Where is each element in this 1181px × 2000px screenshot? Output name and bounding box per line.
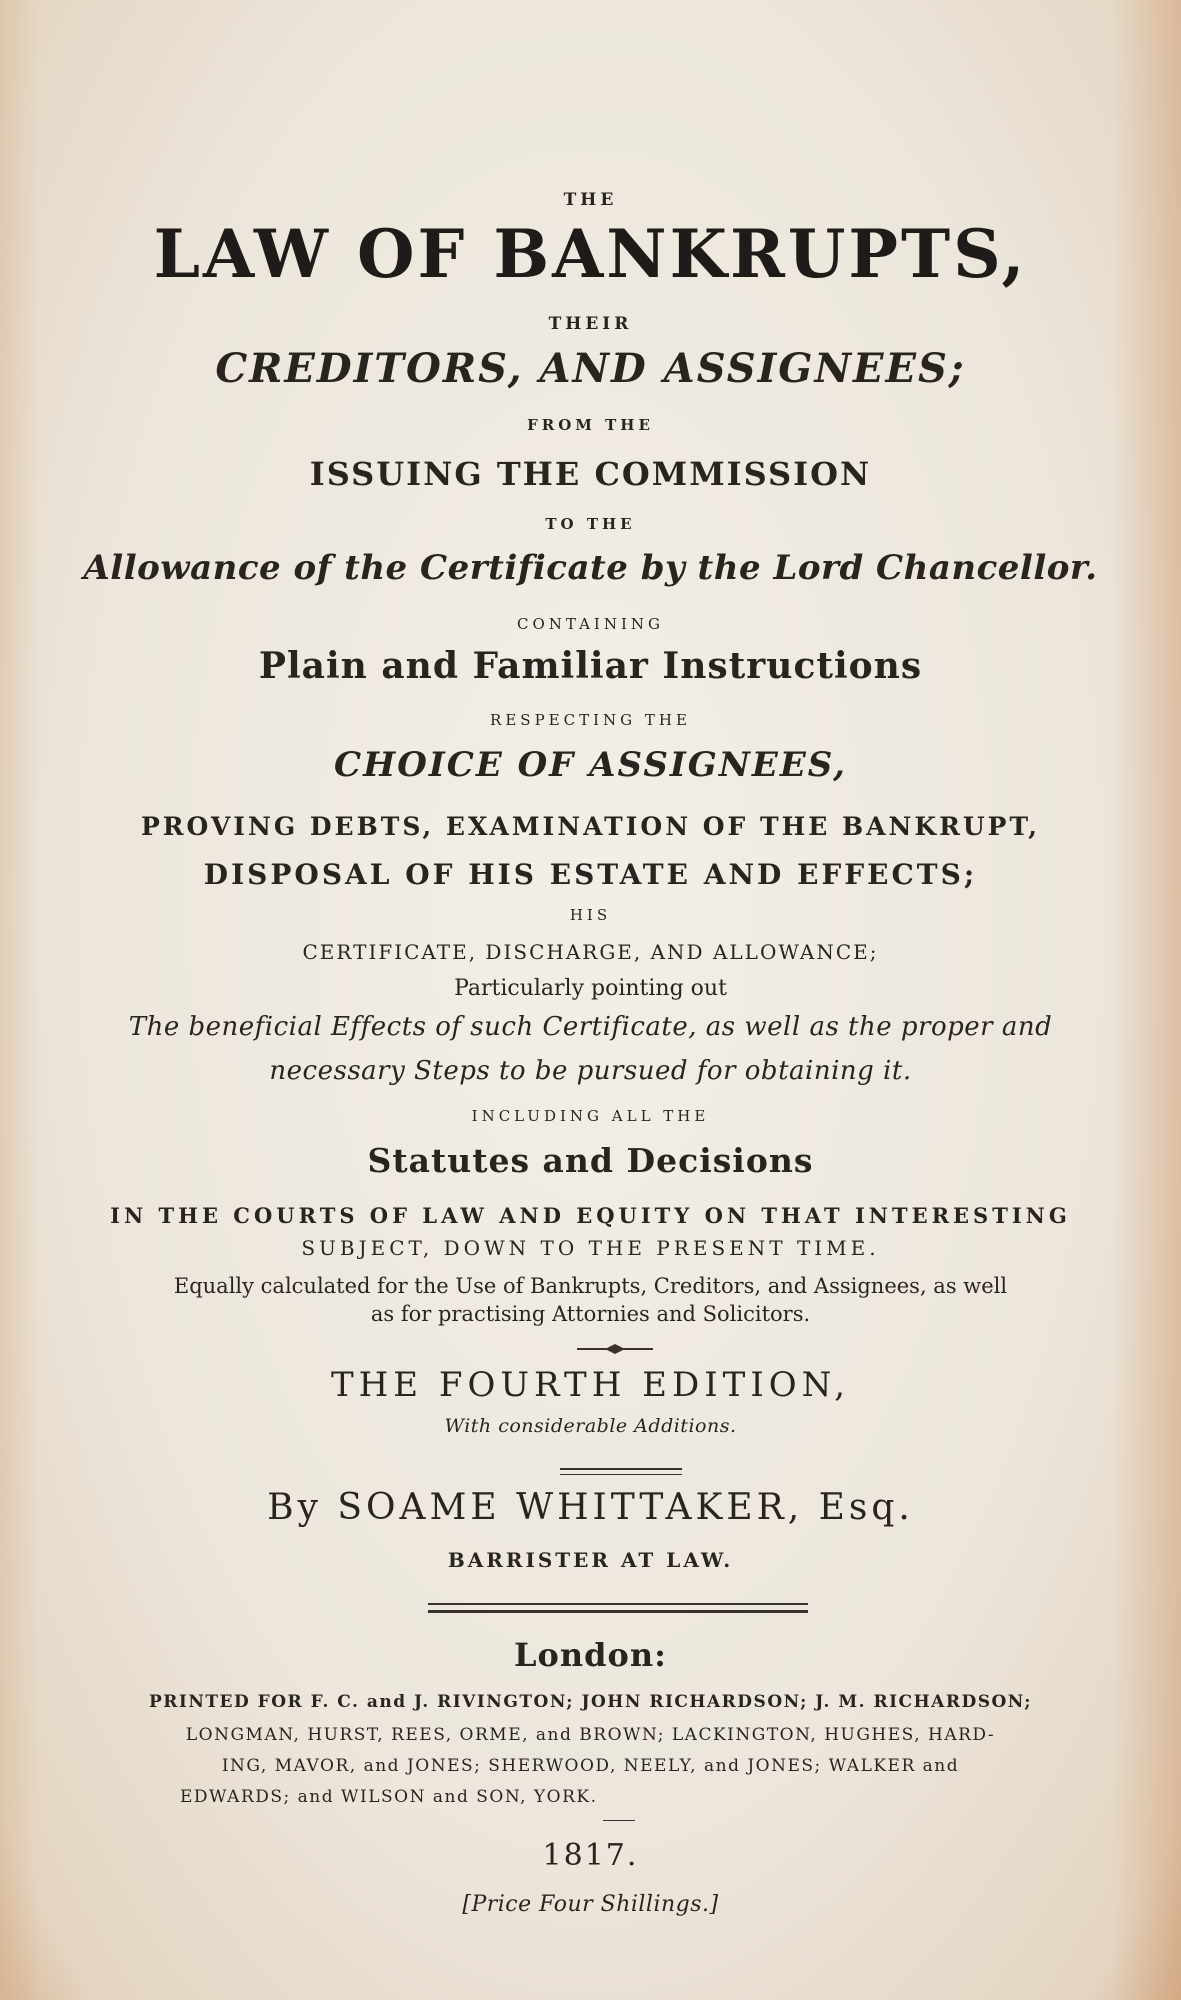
- word-their: THEIR: [548, 314, 633, 334]
- barrister-line: BARRISTER AT LAW.: [447, 1548, 734, 1572]
- short-rule-bottom: [560, 1474, 682, 1475]
- word-his: HIS: [569, 906, 612, 924]
- imprint-line-2: LONGMAN, HURST, REES, ORME, and BROWN; LACKINGTON, HUGHES, HARD-: [185, 1725, 996, 1745]
- imprint-line-4: EDWARDS; and WILSON and SON, YORK.: [180, 1787, 598, 1807]
- imprint-line-1: PRINTED FOR F. C. and J. RIVINGTON; JOHN RICHARDSON; J. M. RICHARDSON;: [148, 1692, 1033, 1712]
- courts-line-2: SUBJECT, DOWN TO THE PRESENT TIME.: [301, 1236, 880, 1260]
- beneficial-line-1: The beneficial Effects of such Certificate, as well as the proper and: [128, 1012, 1053, 1042]
- courts-line-1: IN THE COURTS OF LAW AND EQUITY ON THAT INTERESTING: [110, 1203, 1071, 1228]
- issuing-line: ISSUING THE COMMISSION: [309, 455, 872, 493]
- book-title: LAW OF BANKRUPTS,: [153, 215, 1028, 293]
- long-rule-top: [428, 1603, 808, 1605]
- london-line: London:: [514, 1636, 667, 1674]
- author-line: By SOAME WHITTAKER, Esq.: [267, 1487, 914, 1528]
- word-to-the: TO THE: [545, 515, 636, 533]
- subtitle: CREDITORS, AND ASSIGNEES;: [215, 345, 966, 392]
- imprint-line-3: ING, MAVOR, and JONES; SHERWOOD, NEELY, and JONES; WALKER and: [221, 1756, 960, 1776]
- edition-line: THE FOURTH EDITION,: [330, 1365, 851, 1405]
- allowance-line: Allowance of the Certificate by the Lord Chancellor.: [83, 548, 1098, 588]
- proving-line: PROVING DEBTS, EXAMINATION OF THE BANKRUPT,: [140, 812, 1041, 841]
- choice-line: CHOICE OF ASSIGNEES,: [334, 745, 847, 785]
- word-including: INCLUDING ALL THE: [471, 1107, 710, 1125]
- equally-line-1: Equally calculated for the Use of Bankrupts, Creditors, and Assignees, as well: [173, 1274, 1008, 1298]
- word-containing: CONTAINING: [517, 615, 664, 633]
- additions-line: With considerable Additions.: [444, 1415, 737, 1437]
- plain-instructions: Plain and Familiar Instructions: [258, 645, 923, 687]
- disposal-line: DISPOSAL OF HIS ESTATE AND EFFECTS;: [203, 858, 978, 891]
- statutes-line: Statutes and Decisions: [367, 1141, 814, 1180]
- price-line: [Price Four Shillings.]: [462, 1892, 719, 1917]
- certificate-line: CERTIFICATE, DISCHARGE, AND ALLOWANCE;: [302, 940, 879, 964]
- word-from-the: FROM THE: [527, 416, 654, 434]
- year-line: 1817.: [542, 1838, 639, 1873]
- long-rule-bottom: [428, 1610, 808, 1613]
- small-dash: [603, 1820, 635, 1821]
- equally-line-2: as for practising Attornies and Solicitors.: [370, 1302, 811, 1326]
- word-respecting: RESPECTING THE: [490, 711, 691, 729]
- word-the: THE: [563, 190, 618, 210]
- particularly-line: Particularly pointing out: [454, 976, 727, 1001]
- short-rule-top: [560, 1468, 682, 1470]
- beneficial-line-2: necessary Steps to be pursued for obtaining it.: [269, 1056, 912, 1086]
- ornament-divider: [575, 1342, 655, 1356]
